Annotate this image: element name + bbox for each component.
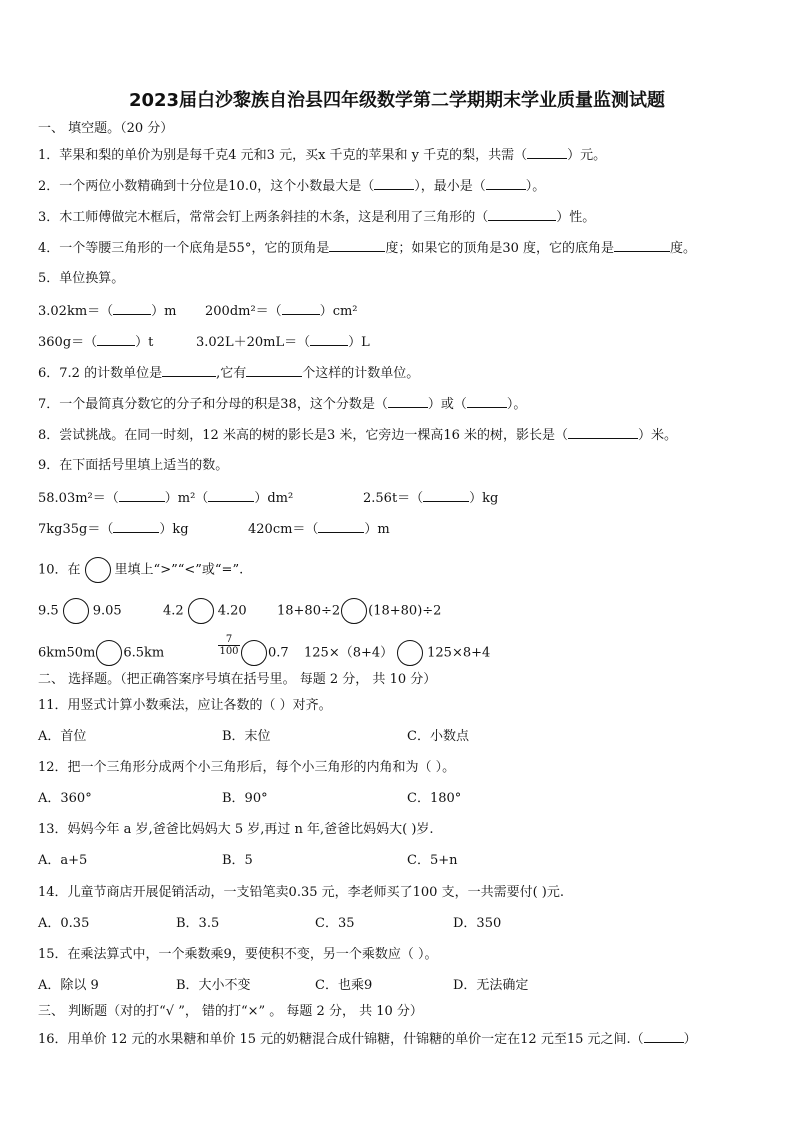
- q9-item-b: 2.56t＝（: [363, 491, 424, 506]
- question-3-tail: ）性。: [556, 210, 596, 225]
- compare-item-1: [38, 598, 122, 624]
- fraction: [218, 634, 240, 657]
- question-10-tail: 里填上“>”“<”或“=”.: [114, 562, 244, 578]
- answer-blank[interactable]: [208, 489, 254, 502]
- answer-blank[interactable]: [488, 208, 556, 221]
- compare-right: 0.7: [268, 645, 289, 661]
- compare-item-6: [304, 640, 490, 666]
- q9-item-d: 420cm＝（: [248, 522, 319, 537]
- compare-item-2: [163, 598, 247, 624]
- question-5: 5．单位换算。: [38, 271, 125, 286]
- question-3: [38, 208, 595, 227]
- option-a[interactable]: A．除以 9: [38, 978, 99, 993]
- question-5-row-2-b: [196, 333, 370, 352]
- answer-blank[interactable]: [568, 426, 638, 439]
- compare-circle[interactable]: [96, 640, 122, 666]
- question-5-row-1-b: [205, 302, 358, 321]
- question-1-text: 1．苹果和梨的单价为别是每千克4 元和3 元，买x 千克的苹果和 y 千克的梨，共需（: [38, 148, 528, 163]
- question-8: [38, 426, 677, 445]
- compare-left: 125×（8+4）: [304, 645, 394, 661]
- question-6-mid: ,它有: [216, 366, 247, 381]
- option-c[interactable]: C．180°: [407, 791, 462, 806]
- question-10: [38, 557, 243, 583]
- compare-right: 9.05: [92, 603, 122, 619]
- compare-right: 125×8+4: [427, 645, 491, 661]
- question-8-tail: ）米。: [638, 428, 678, 443]
- option-a[interactable]: A．首位: [38, 729, 87, 744]
- question-9-row-2-b: [248, 520, 390, 539]
- answer-blank[interactable]: [282, 302, 320, 315]
- answer-blank[interactable]: [162, 364, 216, 377]
- question-7-text: 7．一个最简真分数它的分子和分母的积是38，这个分数是（: [38, 397, 388, 412]
- compare-right: 4.20: [217, 603, 247, 619]
- q9-item-c: 7kg35g＝（: [38, 522, 114, 537]
- answer-blank[interactable]: [310, 333, 348, 346]
- compare-circle[interactable]: [341, 598, 367, 624]
- option-b[interactable]: B．3.5: [176, 916, 220, 931]
- question-9-row-1-b: [363, 489, 498, 508]
- answer-blank[interactable]: [467, 395, 507, 408]
- answer-blank[interactable]: [113, 302, 151, 315]
- option-c[interactable]: C．小数点: [407, 729, 469, 744]
- answer-blank[interactable]: [246, 364, 302, 377]
- question-5-row-1: [38, 302, 176, 321]
- question-1-tail: ）元。: [567, 148, 607, 163]
- answer-blank[interactable]: [97, 333, 135, 346]
- answer-blank[interactable]: [614, 239, 670, 252]
- question-6-tail: 个这样的计数单位。: [302, 366, 420, 381]
- page-title: 2023届白沙黎族自治县四年级数学第二学期期末学业质量监测试题: [128, 90, 666, 111]
- option-c[interactable]: C．也乘9: [315, 978, 373, 993]
- q5-item-b: 200dm²＝（: [205, 304, 282, 319]
- option-d[interactable]: D．无法确定: [453, 978, 529, 993]
- question-6: [38, 364, 419, 383]
- option-b[interactable]: B．5: [222, 853, 253, 868]
- question-9-row-1: [38, 489, 293, 508]
- option-a[interactable]: A．0.35: [38, 916, 90, 931]
- question-14: 14．儿童节商店开展促销活动，一支铅笔卖0.35 元，李老师买了100 支，一共需要付( )元.: [38, 885, 564, 900]
- compare-item-5: [240, 640, 289, 666]
- question-3-text: 3．木工师傅做完木框后，常常会钉上两条斜挂的木条，这是利用了三角形的（: [38, 210, 489, 225]
- question-4-mid: 度；如果它的顶角是30 度，它的底角是: [385, 241, 615, 256]
- option-b[interactable]: B．大小不变: [176, 978, 251, 993]
- q5-item-b-unit: ）cm²: [319, 304, 358, 319]
- fraction-denominator: 100: [219, 646, 239, 657]
- option-d[interactable]: D．350: [453, 916, 502, 931]
- option-b[interactable]: B．末位: [222, 729, 271, 744]
- question-2-tail: ）。: [525, 179, 546, 194]
- compare-circle[interactable]: [188, 598, 214, 624]
- option-c[interactable]: C．5+n: [407, 853, 458, 868]
- answer-blank[interactable]: [329, 239, 385, 252]
- question-13: 13．妈妈今年 a 岁,爸爸比妈妈大 5 岁,再过 n 年,爸爸比妈妈大( )岁.: [38, 822, 434, 837]
- answer-blank[interactable]: [423, 489, 469, 502]
- q5-item-d: 3.02L＋20mL＝（: [196, 335, 311, 350]
- question-16: [38, 1030, 697, 1049]
- q9-item-b-unit: ）kg: [469, 491, 499, 506]
- compare-left: 9.5: [38, 603, 59, 619]
- q9-item-d-unit: ）m: [364, 522, 390, 537]
- section-1-heading: 一、 填空题。（20 分）: [38, 121, 174, 136]
- compare-left: 4.2: [163, 603, 184, 619]
- answer-blank[interactable]: [486, 177, 526, 190]
- answer-blank[interactable]: [644, 1030, 684, 1043]
- answer-blank[interactable]: [113, 520, 159, 533]
- question-2: [38, 177, 545, 196]
- q9-item-a: 58.03m²＝（: [38, 491, 119, 506]
- q5-item-c-unit: ）t: [135, 335, 154, 350]
- q5-item-a: 3.02km＝（: [38, 304, 114, 319]
- question-9: 9．在下面括号里填上适当的数。: [38, 458, 229, 473]
- q9-item-c-unit: ）kg: [159, 522, 189, 537]
- question-7: [38, 395, 526, 414]
- option-c[interactable]: C．35: [315, 916, 355, 931]
- compare-right: (18+80)÷2: [368, 603, 442, 619]
- q9-item-a-mid: ）m²（: [164, 491, 209, 506]
- question-16-text: 16．用单价 12 元的水果糖和单价 15 元的奶糖混合成什锦糖，什锦糖的单价一定在12 元至15 元之间.（: [38, 1032, 644, 1047]
- fraction-numerator: 7: [225, 634, 233, 645]
- compare-circle[interactable]: [397, 640, 423, 666]
- question-7-tail: ）。: [506, 397, 527, 412]
- compare-left: 18+80÷2: [277, 603, 341, 619]
- compare-circle[interactable]: [63, 598, 89, 624]
- q5-item-d-unit: ）L: [348, 335, 370, 350]
- compare-right: 6.5km: [123, 645, 165, 661]
- answer-blank[interactable]: [318, 520, 364, 533]
- question-10-text: 10．在: [38, 562, 81, 578]
- question-4-tail: 度。: [670, 241, 697, 256]
- option-a[interactable]: A．360°: [38, 791, 92, 806]
- question-7-mid: ）或（: [427, 397, 467, 412]
- q5-item-a-unit: ）m: [151, 304, 177, 319]
- question-8-text: 8．尝试挑战。在同一时刻，12 米高的树的影长是3 米，它旁边一棵高16 米的树，影长是（: [38, 428, 569, 443]
- question-5-row-2: [38, 333, 153, 352]
- q5-item-c: 360g＝（: [38, 335, 98, 350]
- option-a[interactable]: A．a+5: [38, 853, 88, 868]
- compare-item-4: [38, 640, 164, 666]
- section-3-heading: 三、 判断题（对的打“√ ”， 错的打“×” 。 每题 2 分， 共 10 分）: [38, 1004, 423, 1019]
- question-6-text: 6．7.2 的计数单位是: [38, 366, 163, 381]
- question-1: [38, 146, 606, 165]
- q9-item-a-unit: ）dm²: [254, 491, 294, 506]
- answer-blank[interactable]: [374, 177, 414, 190]
- question-15: 15．在乘法算式中，一个乘数乘9，要使积不变，另一个乘数应（ ）。: [38, 947, 438, 962]
- answer-blank[interactable]: [527, 146, 567, 159]
- question-2-mid: ），最小是（: [414, 179, 486, 194]
- question-12: 12．把一个三角形分成两个小三角形后，每个小三角形的内角和为（ ）。: [38, 760, 456, 775]
- question-9-row-2: [38, 520, 189, 539]
- question-11: 11．用竖式计算小数乘法，应让各数的（ ）对齐。: [38, 698, 332, 713]
- option-b[interactable]: B．90°: [222, 791, 268, 806]
- circle-icon: [85, 557, 111, 583]
- compare-item-3: [277, 598, 441, 624]
- compare-circle[interactable]: [241, 640, 267, 666]
- answer-blank[interactable]: [388, 395, 428, 408]
- question-16-tail: ）: [683, 1032, 697, 1047]
- answer-blank[interactable]: [119, 489, 165, 502]
- question-4-text: 4．一个等腰三角形的一个底角是55°，它的顶角是: [38, 241, 330, 256]
- compare-left: 6km50m: [38, 645, 96, 661]
- question-2-text: 2．一个两位小数精确到十分位是10.0，这个小数最大是（: [38, 179, 375, 194]
- section-2-heading: 二、 选择题。（把正确答案序号填在括号里。 每题 2 分， 共 10 分）: [38, 672, 437, 687]
- question-4: [38, 239, 696, 258]
